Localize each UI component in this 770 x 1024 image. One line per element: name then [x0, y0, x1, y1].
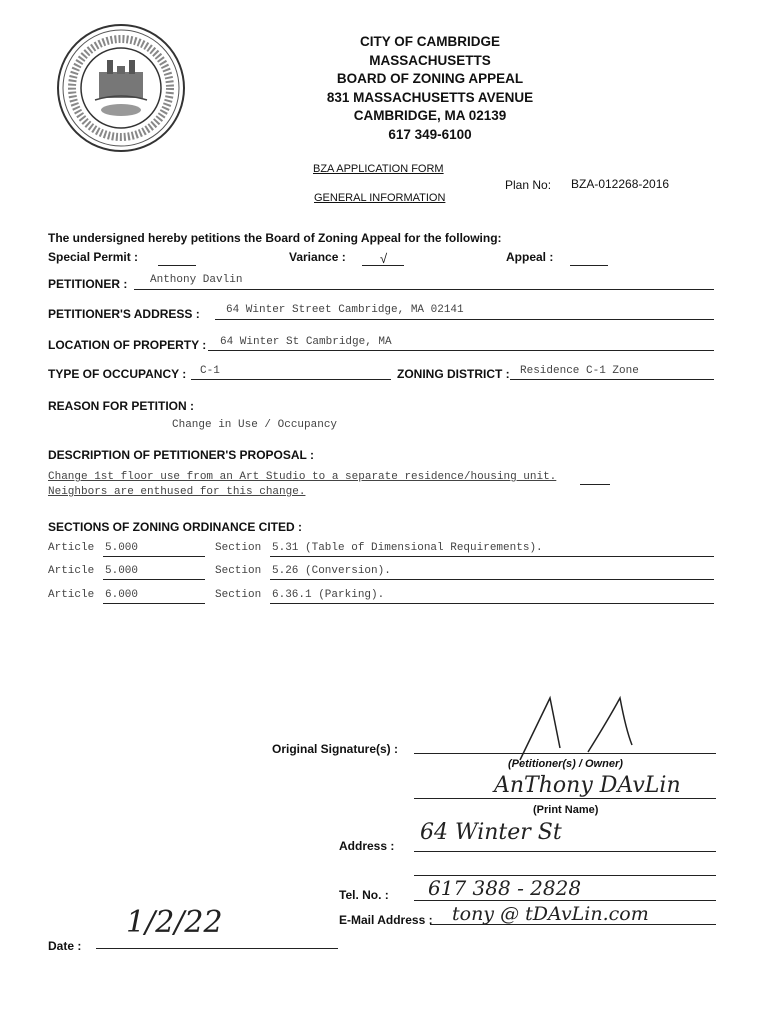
variance-checkmark: √: [380, 251, 388, 266]
form-title: BZA APPLICATION FORM: [313, 163, 444, 175]
date-line[interactable]: [96, 948, 338, 949]
article-value: 5.000: [105, 565, 139, 577]
section-value: 5.31 (Table of Dimensional Requirements).: [272, 542, 543, 554]
article-line: [103, 579, 205, 580]
petitioner-address-line: [215, 319, 714, 320]
header-line: CITY OF CAMBRIDGE: [359, 34, 500, 49]
form-subtitle: GENERAL INFORMATION: [314, 192, 446, 204]
address-line[interactable]: [414, 851, 716, 852]
location-label: LOCATION OF PROPERTY :: [48, 338, 207, 352]
petitioner-line: [134, 289, 714, 290]
header-line: CAMBRIDGE, MA 02139: [353, 108, 507, 123]
section-label: Section: [215, 589, 262, 601]
location-line: [208, 350, 714, 351]
tel-value: 617 388 - 2828: [428, 876, 582, 900]
signature-line[interactable]: [414, 753, 716, 754]
zoning-value: Residence C-1 Zone: [520, 365, 639, 377]
plan-no-label: Plan No:: [505, 178, 552, 192]
address-value: 64 Winter St: [420, 820, 562, 845]
print-name-line[interactable]: [414, 798, 716, 799]
article-line: [103, 556, 205, 557]
zoning-label: ZONING DISTRICT :: [397, 367, 510, 381]
section-line: [270, 556, 714, 557]
print-name-value: AnThony DAvLin: [494, 773, 681, 798]
article-label: Article: [48, 542, 95, 554]
email-line[interactable]: [430, 924, 716, 925]
article-value: 6.000: [105, 589, 139, 601]
article-value: 5.000: [105, 542, 139, 554]
appeal-label: Appeal :: [506, 250, 554, 264]
variance-field[interactable]: [362, 265, 404, 266]
section-label: Section: [215, 542, 262, 554]
sections-label: SECTIONS OF ZONING ORDINANCE CITED :: [48, 520, 303, 534]
proposal-line-1: Change 1st floor use from an Art Studio to a separate residence/housing unit.: [48, 471, 557, 483]
special-permit-label: Special Permit :: [48, 250, 139, 264]
header-line: BOARD OF ZONING APPEAL: [336, 71, 524, 86]
intro-text: The undersigned hereby petitions the Board of Zoning Appeal for the following:: [48, 231, 502, 245]
petitioner-label: PETITIONER :: [48, 277, 128, 291]
date-value: 1/2/22: [126, 905, 223, 940]
variance-label: Variance :: [289, 250, 346, 264]
signature-label: Original Signature(s) :: [272, 742, 399, 756]
plan-no-value: BZA-012268-2016: [571, 177, 670, 191]
zoning-line: [510, 379, 714, 380]
article-label: Article: [48, 565, 95, 577]
section-line: [270, 579, 714, 580]
appeal-field[interactable]: [570, 265, 608, 266]
email-label: E-Mail Address :: [339, 913, 433, 927]
petitioner-address-value: 64 Winter Street Cambridge, MA 02141: [226, 304, 464, 316]
occupancy-line: [191, 379, 391, 380]
email-value: tony @ tDAvLin.com: [452, 903, 649, 925]
section-label: Section: [215, 565, 262, 577]
proposal-line-1-extension: [580, 484, 610, 485]
special-permit-field[interactable]: [158, 265, 196, 266]
letterhead: [300, 33, 560, 144]
city-seal-logo: [55, 22, 187, 154]
section-value: 5.26 (Conversion).: [272, 565, 391, 577]
reason-label: REASON FOR PETITION :: [48, 399, 195, 413]
article-label: Article: [48, 589, 95, 601]
occupancy-label: TYPE OF OCCUPANCY :: [48, 367, 187, 381]
date-label: Date :: [48, 939, 82, 953]
petitioner-address-label: PETITIONER'S ADDRESS :: [48, 307, 200, 321]
occupancy-value: C-1: [200, 365, 220, 377]
section-line: [270, 603, 714, 604]
print-name-caption: (Print Name): [533, 804, 599, 816]
signature-caption: (Petitioner(s) / Owner): [508, 758, 623, 770]
header-line: 831 MASSACHUSETTS AVENUE: [326, 89, 534, 105]
article-line: [103, 603, 205, 604]
proposal-line-2: Neighbors are enthused for this change.: [48, 486, 306, 498]
location-value: 64 Winter St Cambridge, MA: [220, 336, 392, 348]
address-label: Address :: [339, 839, 395, 853]
proposal-label: DESCRIPTION OF PETITIONER'S PROPOSAL :: [48, 448, 314, 462]
petitioner-value: Anthony Davlin: [150, 274, 243, 286]
header-line: 617 349-6100: [388, 126, 472, 142]
tel-line[interactable]: [414, 900, 716, 901]
reason-value: Change in Use / Occupancy: [172, 419, 338, 431]
section-value: 6.36.1 (Parking).: [272, 589, 385, 601]
tel-label: Tel. No. :: [339, 888, 389, 902]
header-line: MASSACHUSETTS: [369, 52, 491, 68]
